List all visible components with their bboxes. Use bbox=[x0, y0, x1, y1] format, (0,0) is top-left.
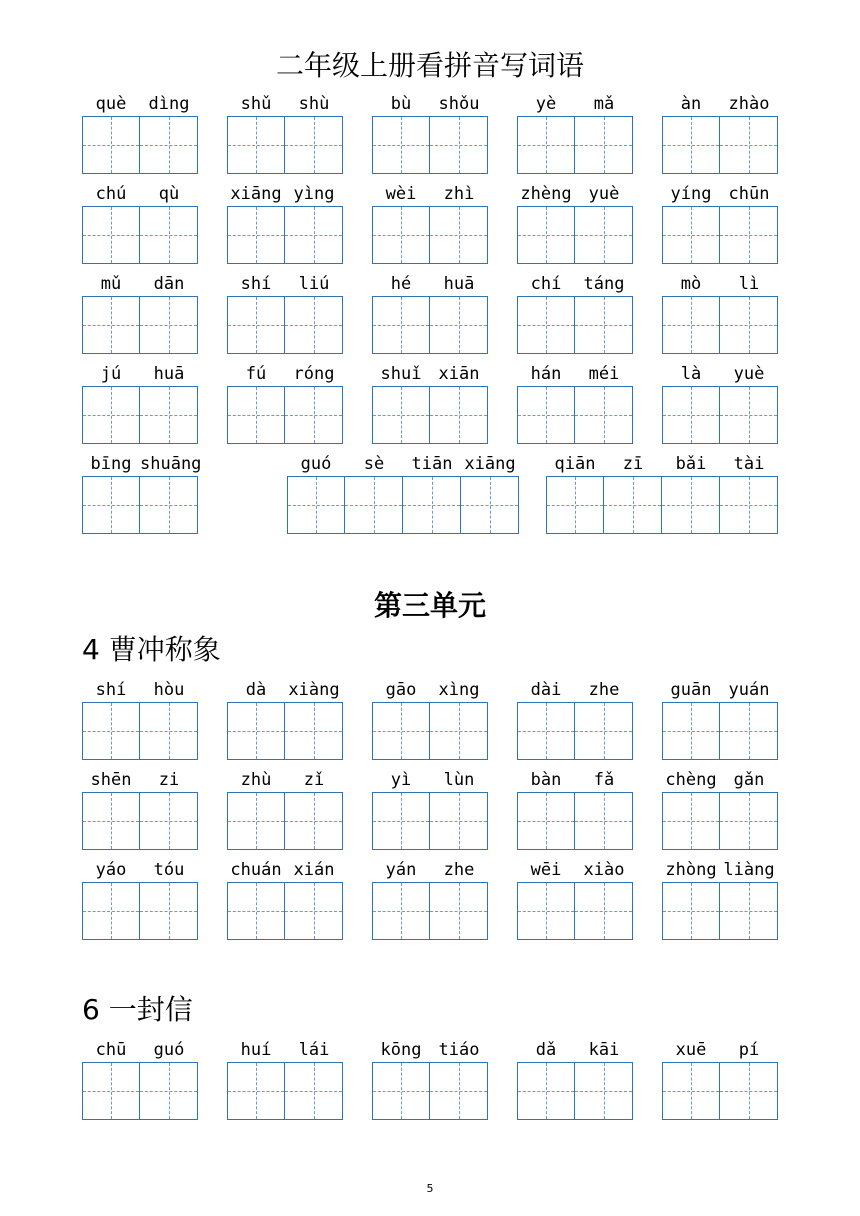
writing-cell[interactable] bbox=[285, 792, 343, 850]
writing-cell[interactable] bbox=[517, 792, 575, 850]
writing-cell[interactable] bbox=[430, 296, 488, 354]
pinyin-label: liàng bbox=[723, 860, 775, 880]
writing-cell[interactable] bbox=[575, 1062, 633, 1120]
writing-cell[interactable] bbox=[430, 206, 488, 264]
writing-cell[interactable] bbox=[662, 882, 720, 940]
writing-cell[interactable] bbox=[662, 792, 720, 850]
writing-cell[interactable] bbox=[372, 792, 430, 850]
writing-cell[interactable] bbox=[372, 206, 430, 264]
pinyin-label: zhe bbox=[588, 680, 620, 700]
writing-cell[interactable] bbox=[82, 116, 140, 174]
writing-cell[interactable] bbox=[82, 386, 140, 444]
writing-cell[interactable] bbox=[227, 702, 285, 760]
pinyin-label: guó bbox=[153, 1040, 185, 1060]
writing-cell[interactable] bbox=[430, 792, 488, 850]
writing-cell[interactable] bbox=[720, 116, 778, 174]
writing-cell[interactable] bbox=[720, 296, 778, 354]
writing-cell[interactable] bbox=[461, 476, 519, 534]
pinyin-label: shù bbox=[298, 94, 330, 114]
pinyin-label: shēn bbox=[90, 770, 132, 790]
writing-cell[interactable] bbox=[287, 476, 345, 534]
writing-cell[interactable] bbox=[720, 1062, 778, 1120]
pinyin-label: gāo bbox=[385, 680, 417, 700]
pinyin-label: wèi bbox=[385, 184, 417, 204]
pinyin-label: yán bbox=[385, 860, 417, 880]
pinyin-label: táng bbox=[583, 274, 625, 294]
pinyin-label: chú bbox=[95, 184, 127, 204]
writing-cell[interactable] bbox=[140, 116, 198, 174]
pinyin-label: là bbox=[680, 364, 702, 384]
writing-cell[interactable] bbox=[517, 386, 575, 444]
writing-cell[interactable] bbox=[372, 386, 430, 444]
writing-cell[interactable] bbox=[517, 702, 575, 760]
pinyin-label: zhì bbox=[443, 184, 475, 204]
pinyin-label: lái bbox=[298, 1040, 330, 1060]
writing-cell[interactable] bbox=[575, 386, 633, 444]
pinyin-label: zhe bbox=[443, 860, 475, 880]
writing-cell[interactable] bbox=[546, 476, 604, 534]
pinyin-label: yuè bbox=[733, 364, 765, 384]
page-number: 5 bbox=[426, 1182, 434, 1195]
pinyin-label: zǐ bbox=[303, 770, 325, 790]
lesson-4-heading: 4 曹冲称象 bbox=[82, 633, 221, 666]
writing-cell[interactable] bbox=[575, 116, 633, 174]
pinyin-label: shǒu bbox=[438, 94, 480, 114]
writing-cell[interactable] bbox=[720, 206, 778, 264]
pinyin-label: xián bbox=[293, 860, 335, 880]
pinyin-label: qù bbox=[158, 184, 180, 204]
writing-cell[interactable] bbox=[430, 386, 488, 444]
pinyin-label: hán bbox=[530, 364, 562, 384]
pinyin-label: kāi bbox=[588, 1040, 620, 1060]
pinyin-label: guān bbox=[670, 680, 712, 700]
pinyin-label: qiān bbox=[554, 454, 596, 474]
writing-cell[interactable] bbox=[82, 882, 140, 940]
pinyin-label: zi bbox=[158, 770, 180, 790]
writing-cell[interactable] bbox=[662, 116, 720, 174]
pinyin-label: huā bbox=[153, 364, 185, 384]
pinyin-label: róng bbox=[293, 364, 335, 384]
writing-cell[interactable] bbox=[517, 1062, 575, 1120]
pinyin-label: mǔ bbox=[100, 274, 122, 294]
writing-cell[interactable] bbox=[517, 206, 575, 264]
writing-cell[interactable] bbox=[140, 476, 198, 534]
writing-cell[interactable] bbox=[430, 882, 488, 940]
pinyin-label: yì bbox=[390, 770, 412, 790]
writing-cell[interactable] bbox=[575, 792, 633, 850]
writing-cell[interactable] bbox=[140, 296, 198, 354]
writing-cell[interactable] bbox=[140, 1062, 198, 1120]
pinyin-label: mǎ bbox=[593, 94, 615, 114]
writing-cell[interactable] bbox=[82, 296, 140, 354]
writing-cell[interactable] bbox=[227, 206, 285, 264]
writing-cell[interactable] bbox=[227, 1062, 285, 1120]
writing-cell[interactable] bbox=[720, 792, 778, 850]
pinyin-label: lì bbox=[738, 274, 760, 294]
pinyin-label: sè bbox=[363, 454, 385, 474]
writing-cell[interactable] bbox=[227, 386, 285, 444]
pinyin-label: shí bbox=[95, 680, 127, 700]
pinyin-label: chí bbox=[530, 274, 562, 294]
pinyin-label: tài bbox=[733, 454, 765, 474]
pinyin-label: dìng bbox=[148, 94, 190, 114]
pinyin-label: dān bbox=[153, 274, 185, 294]
pinyin-label: bù bbox=[390, 94, 412, 114]
pinyin-label: zī bbox=[622, 454, 644, 474]
writing-cell[interactable] bbox=[227, 116, 285, 174]
pinyin-label: shǔ bbox=[240, 94, 272, 114]
writing-cell[interactable] bbox=[140, 702, 198, 760]
pinyin-label: xiāng bbox=[464, 454, 516, 474]
writing-cell[interactable] bbox=[82, 206, 140, 264]
writing-cell[interactable] bbox=[720, 476, 778, 534]
pinyin-label: àn bbox=[680, 94, 702, 114]
writing-cell[interactable] bbox=[140, 882, 198, 940]
pinyin-label: xiàng bbox=[288, 680, 340, 700]
pinyin-label: yuán bbox=[728, 680, 770, 700]
page-title: 二年级上册看拼音写词语 bbox=[275, 49, 584, 82]
pinyin-label: zhù bbox=[240, 770, 272, 790]
writing-cell[interactable] bbox=[372, 1062, 430, 1120]
writing-cell[interactable] bbox=[372, 116, 430, 174]
writing-cell[interactable] bbox=[604, 476, 662, 534]
writing-cell[interactable] bbox=[372, 882, 430, 940]
writing-cell[interactable] bbox=[662, 1062, 720, 1120]
lesson-6-heading: 6 一封信 bbox=[82, 993, 193, 1026]
pinyin-label: mò bbox=[680, 274, 702, 294]
writing-cell[interactable] bbox=[430, 116, 488, 174]
pinyin-label: chūn bbox=[728, 184, 770, 204]
pinyin-label: xiào bbox=[583, 860, 625, 880]
pinyin-label: bīng bbox=[90, 454, 132, 474]
writing-cell[interactable] bbox=[227, 882, 285, 940]
writing-cell[interactable] bbox=[430, 1062, 488, 1120]
writing-cell[interactable] bbox=[662, 206, 720, 264]
pinyin-label: huí bbox=[240, 1040, 272, 1060]
writing-cell[interactable] bbox=[285, 206, 343, 264]
writing-cell[interactable] bbox=[662, 386, 720, 444]
writing-cell[interactable] bbox=[575, 882, 633, 940]
pinyin-label: tiáo bbox=[438, 1040, 480, 1060]
pinyin-label: yíng bbox=[670, 184, 712, 204]
writing-cell[interactable] bbox=[285, 702, 343, 760]
writing-cell[interactable] bbox=[285, 386, 343, 444]
writing-cell[interactable] bbox=[82, 1062, 140, 1120]
writing-cell[interactable] bbox=[82, 702, 140, 760]
pinyin-label: bǎi bbox=[675, 454, 707, 474]
pinyin-label: tóu bbox=[153, 860, 185, 880]
pinyin-label: jú bbox=[100, 364, 122, 384]
pinyin-label: fǎ bbox=[593, 770, 615, 790]
writing-cell[interactable] bbox=[140, 206, 198, 264]
writing-cell[interactable] bbox=[285, 296, 343, 354]
pinyin-label: lùn bbox=[443, 770, 475, 790]
writing-cell[interactable] bbox=[662, 702, 720, 760]
writing-cell[interactable] bbox=[372, 296, 430, 354]
pinyin-label: xiāng bbox=[230, 184, 282, 204]
writing-cell[interactable] bbox=[517, 882, 575, 940]
pinyin-label: yáo bbox=[95, 860, 127, 880]
writing-cell[interactable] bbox=[575, 206, 633, 264]
pinyin-label: gǎn bbox=[733, 770, 765, 790]
writing-cell[interactable] bbox=[662, 296, 720, 354]
pinyin-label: chèng bbox=[665, 770, 717, 790]
pinyin-label: fú bbox=[245, 364, 267, 384]
pinyin-label: chū bbox=[95, 1040, 127, 1060]
pinyin-label: hòu bbox=[153, 680, 185, 700]
pinyin-label: dài bbox=[530, 680, 562, 700]
pinyin-label: què bbox=[95, 94, 127, 114]
pinyin-label: wēi bbox=[530, 860, 562, 880]
writing-cell[interactable] bbox=[662, 476, 720, 534]
pinyin-label: kōng bbox=[380, 1040, 422, 1060]
pinyin-label: zhèng bbox=[520, 184, 572, 204]
pinyin-label: shí bbox=[240, 274, 272, 294]
pinyin-label: pí bbox=[738, 1040, 760, 1060]
writing-cell[interactable] bbox=[575, 702, 633, 760]
pinyin-label: yìng bbox=[293, 184, 335, 204]
writing-cell[interactable] bbox=[720, 702, 778, 760]
writing-cell[interactable] bbox=[720, 882, 778, 940]
writing-cell[interactable] bbox=[140, 792, 198, 850]
pinyin-label: yuè bbox=[588, 184, 620, 204]
pinyin-label: shuǐ bbox=[380, 364, 422, 384]
pinyin-label: guó bbox=[300, 454, 332, 474]
pinyin-label: xiān bbox=[438, 364, 480, 384]
writing-cell[interactable] bbox=[227, 792, 285, 850]
pinyin-label: xìng bbox=[438, 680, 480, 700]
writing-cell[interactable] bbox=[140, 386, 198, 444]
writing-cell[interactable] bbox=[517, 116, 575, 174]
pinyin-label: shuāng bbox=[140, 454, 202, 474]
writing-cell[interactable] bbox=[720, 386, 778, 444]
pinyin-label: hé bbox=[390, 274, 412, 294]
writing-cell[interactable] bbox=[285, 882, 343, 940]
pinyin-label: dǎ bbox=[535, 1040, 557, 1060]
writing-cell[interactable] bbox=[403, 476, 461, 534]
pinyin-label: zhào bbox=[728, 94, 770, 114]
pinyin-label: tiān bbox=[411, 454, 453, 474]
pinyin-label: liú bbox=[298, 274, 330, 294]
pinyin-label: huā bbox=[443, 274, 475, 294]
unit-heading: 第三单元 bbox=[373, 589, 486, 622]
writing-cell[interactable] bbox=[82, 476, 140, 534]
pinyin-label: bàn bbox=[530, 770, 562, 790]
pinyin-label: chuán bbox=[230, 860, 282, 880]
writing-cell[interactable] bbox=[430, 702, 488, 760]
pinyin-label: méi bbox=[588, 364, 620, 384]
writing-cell[interactable] bbox=[345, 476, 403, 534]
writing-cell[interactable] bbox=[227, 296, 285, 354]
pinyin-label: xuē bbox=[675, 1040, 707, 1060]
writing-cell[interactable] bbox=[285, 1062, 343, 1120]
pinyin-label: yè bbox=[535, 94, 557, 114]
writing-cell[interactable] bbox=[372, 702, 430, 760]
writing-cell[interactable] bbox=[575, 296, 633, 354]
writing-cell[interactable] bbox=[82, 792, 140, 850]
pinyin-label: dà bbox=[245, 680, 267, 700]
writing-cell[interactable] bbox=[285, 116, 343, 174]
writing-cell[interactable] bbox=[517, 296, 575, 354]
pinyin-label: zhòng bbox=[665, 860, 717, 880]
